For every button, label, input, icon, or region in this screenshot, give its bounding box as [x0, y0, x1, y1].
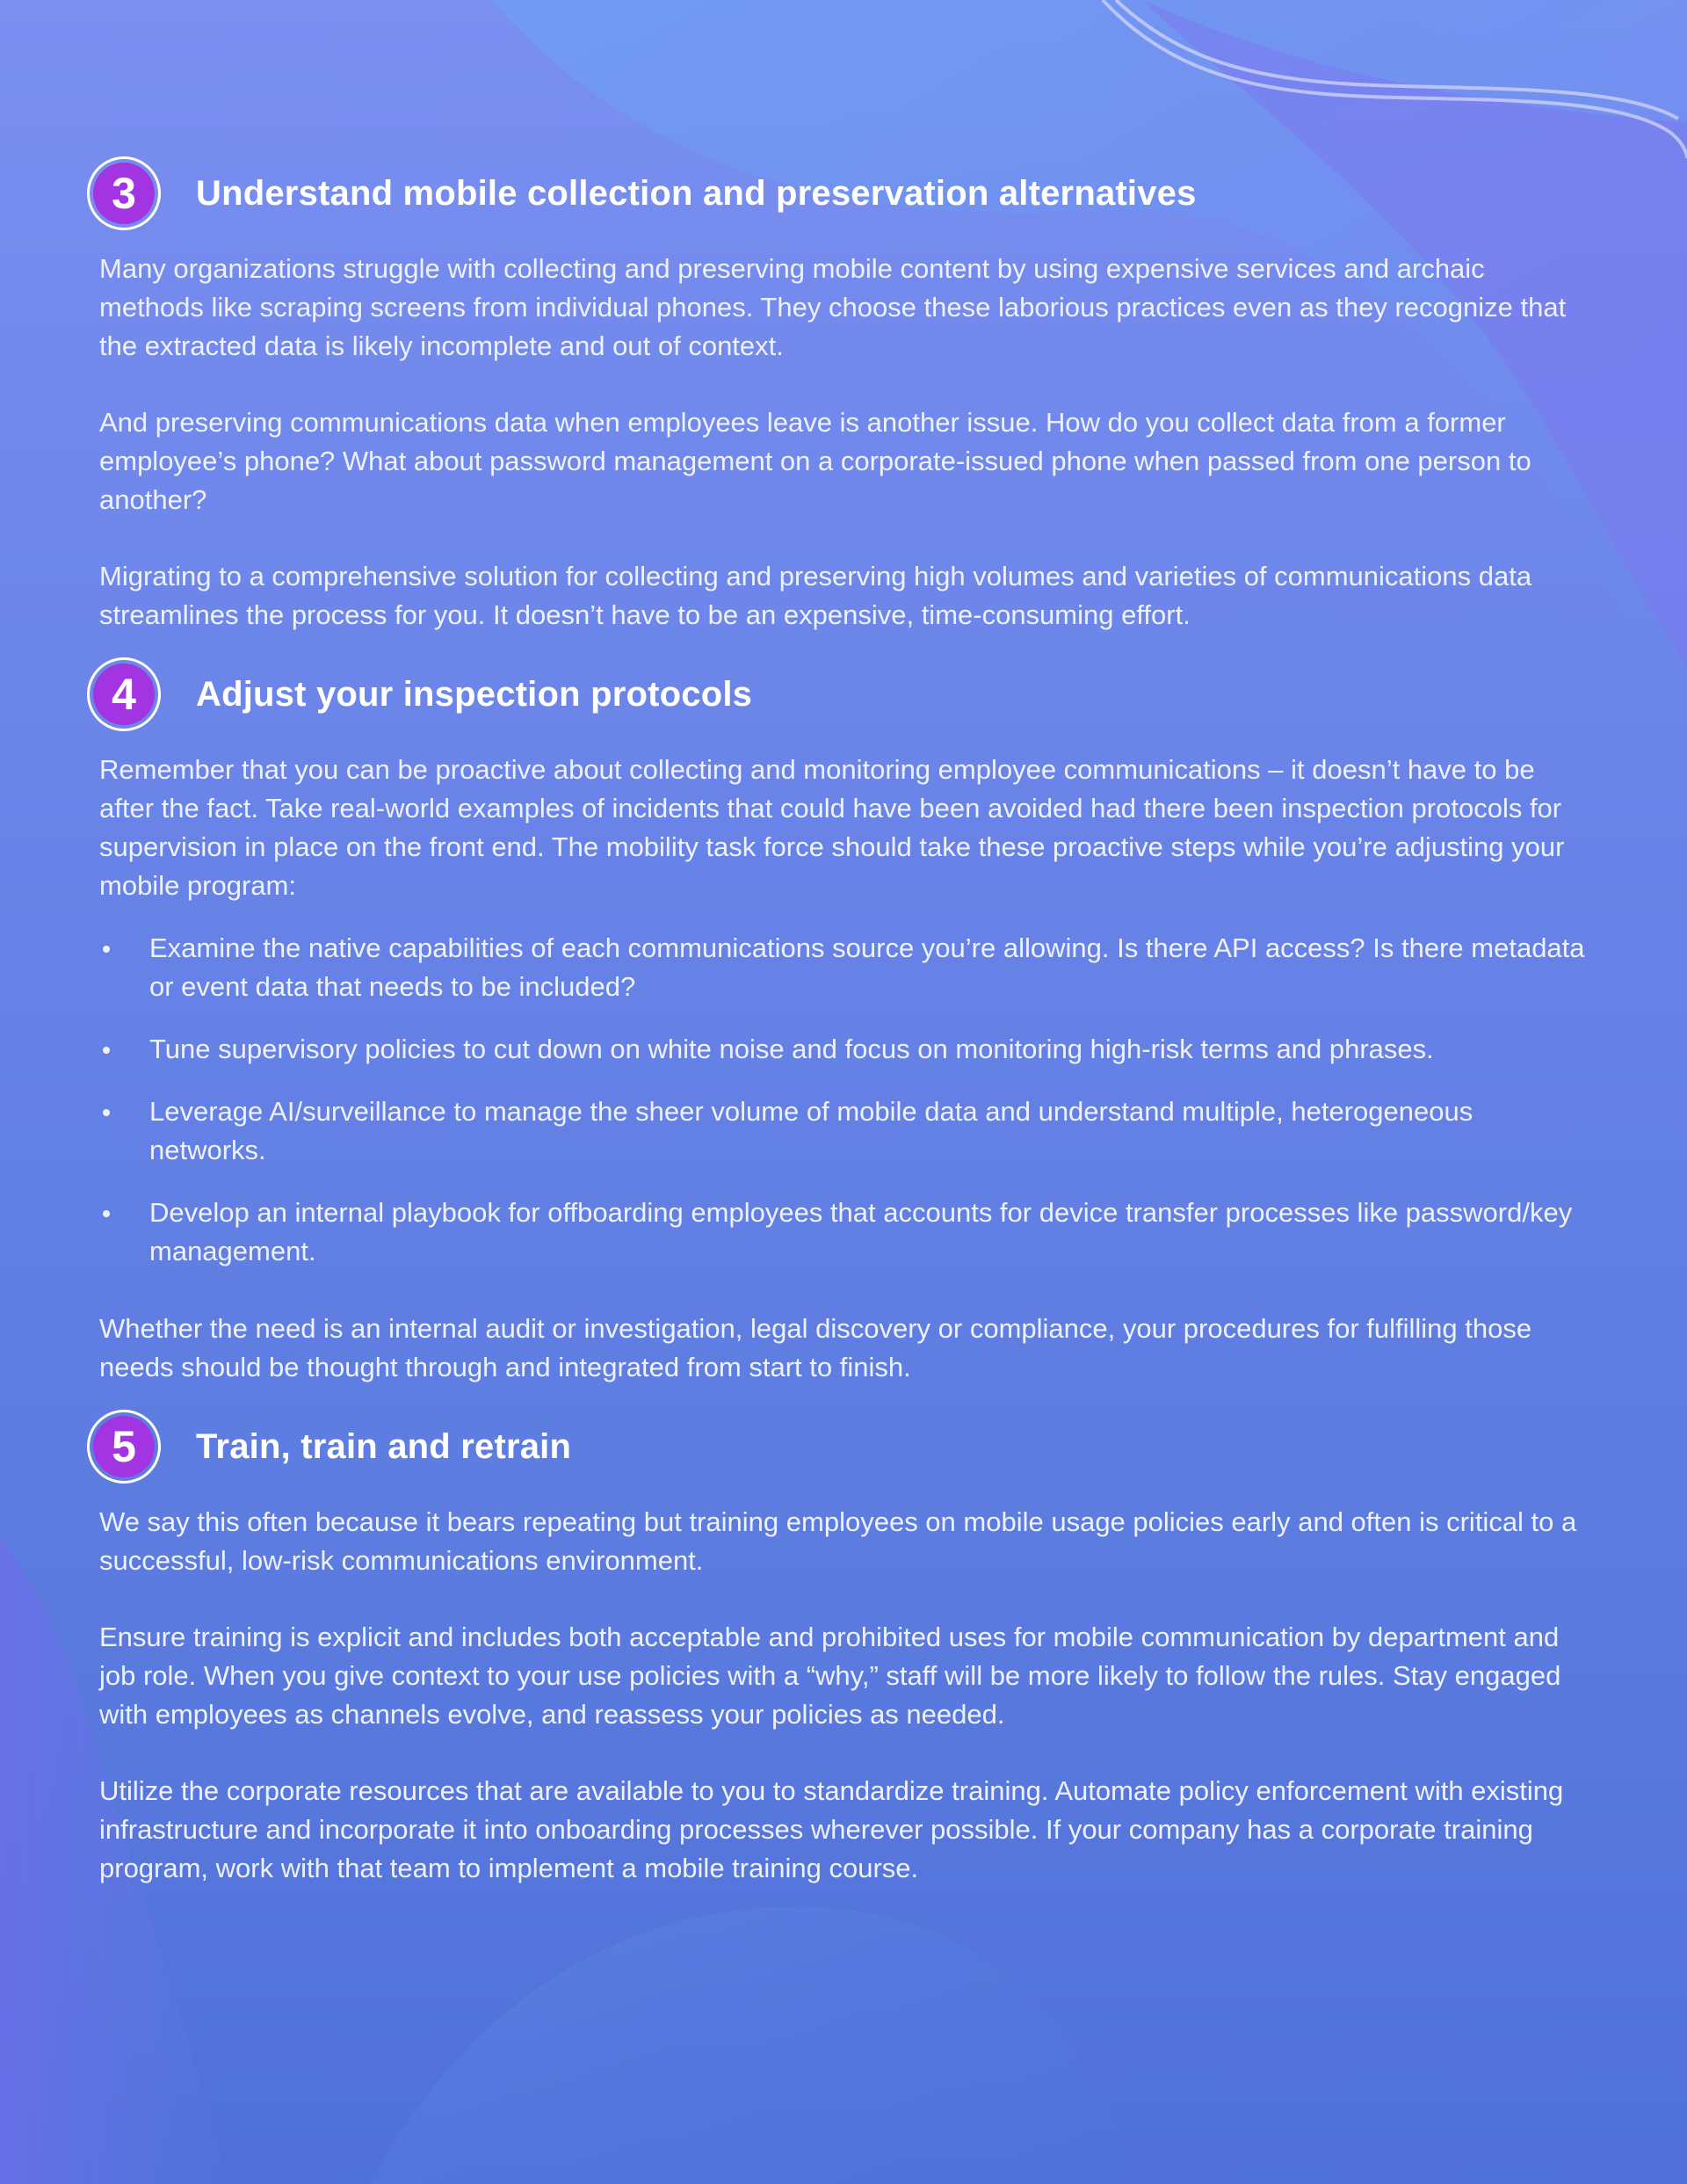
section-5	[99, 1403, 1593, 1888]
paragraph: Utilize the corporate resources that are available to you to standardize training. Automate policy enforcement with existing infrastructure and incorporate it into onboarding processes wherever possible. If your company has a corporate training program, work with that team to implement a mobile training course.	[99, 1775, 1564, 1883]
section-3	[99, 149, 1593, 635]
bullet-list	[99, 929, 1593, 1271]
document-body	[99, 149, 1593, 1926]
paragraph: Many organizations struggle with collecting and preserving mobile content by using expensive services and archaic methods like scraping screens from individual phones. They choose these laborious practices even as they recognize that the extracted data is likely incomplete and out of context.	[99, 253, 1567, 361]
list-item: Examine the native capabilities of each communications source you’re allowing. Is there API access? Is there metadata or event data that needs to be included?	[99, 929, 1593, 1006]
paragraph: Ensure training is explicit and includes both acceptable and prohibited uses for mobile communication by department and job role. When you give context to your use policies with a “why,” staff will be more likely to follow the rules. Stay engaged with employees as channels evolve, and reassess your policies as needed.	[99, 1622, 1561, 1730]
section-header	[87, 149, 1593, 237]
number-badge-label: 5	[93, 1416, 155, 1477]
paragraph: And preserving communications data when employees leave is another issue. How do you collect data from a former employee’s phone? What about password management on a corporate-issued phone when passed from one person to another?	[99, 407, 1531, 515]
section-title: Adjust your inspection protocols	[196, 674, 753, 714]
paragraph: Migrating to a comprehensive solution for collecting and preserving high volumes and varieties of communications data streamlines the process for you. It doesn’t have to be an expensive, time-consuming effort.	[99, 561, 1532, 630]
list-item: Develop an internal playbook for offboarding employees that accounts for device transfer processes like password/key management.	[99, 1194, 1593, 1271]
number-badge	[87, 1410, 161, 1484]
paragraph: We say this often because it bears repeating but training employees on mobile usage policies early and often is critical to a successful, low-risk communications environment.	[99, 1506, 1577, 1576]
paragraph: Remember that you can be proactive about collecting and monitoring employee communications – it doesn’t have to be after the fact. Take real-world examples of incidents that could have been avoided had there been inspection protocols for supervision in place on the front end. The mobility task force should take these proactive steps while you’re adjusting your mobile program:	[99, 754, 1565, 901]
number-badge-label: 4	[93, 664, 155, 725]
section-4	[99, 650, 1593, 1387]
number-badge	[87, 657, 161, 731]
section-header	[87, 1403, 1593, 1491]
section-title: Train, train and retrain	[196, 1426, 572, 1466]
bottom-blob	[369, 1906, 1142, 2184]
number-badge-label: 3	[93, 163, 155, 224]
paragraph: Whether the need is an internal audit or investigation, legal discovery or compliance, your procedures for fulfilling those needs should be thought through and integrated from start to finish.	[99, 1313, 1532, 1382]
list-item: Tune supervisory policies to cut down on white noise and focus on monitoring high-risk terms and phrases.	[99, 1030, 1593, 1069]
number-badge	[87, 156, 161, 230]
list-item: Leverage AI/surveillance to manage the sheer volume of mobile data and understand multiple, heterogeneous networks.	[99, 1092, 1593, 1170]
section-title: Understand mobile collection and preservation alternatives	[196, 173, 1197, 213]
section-header	[87, 650, 1593, 738]
